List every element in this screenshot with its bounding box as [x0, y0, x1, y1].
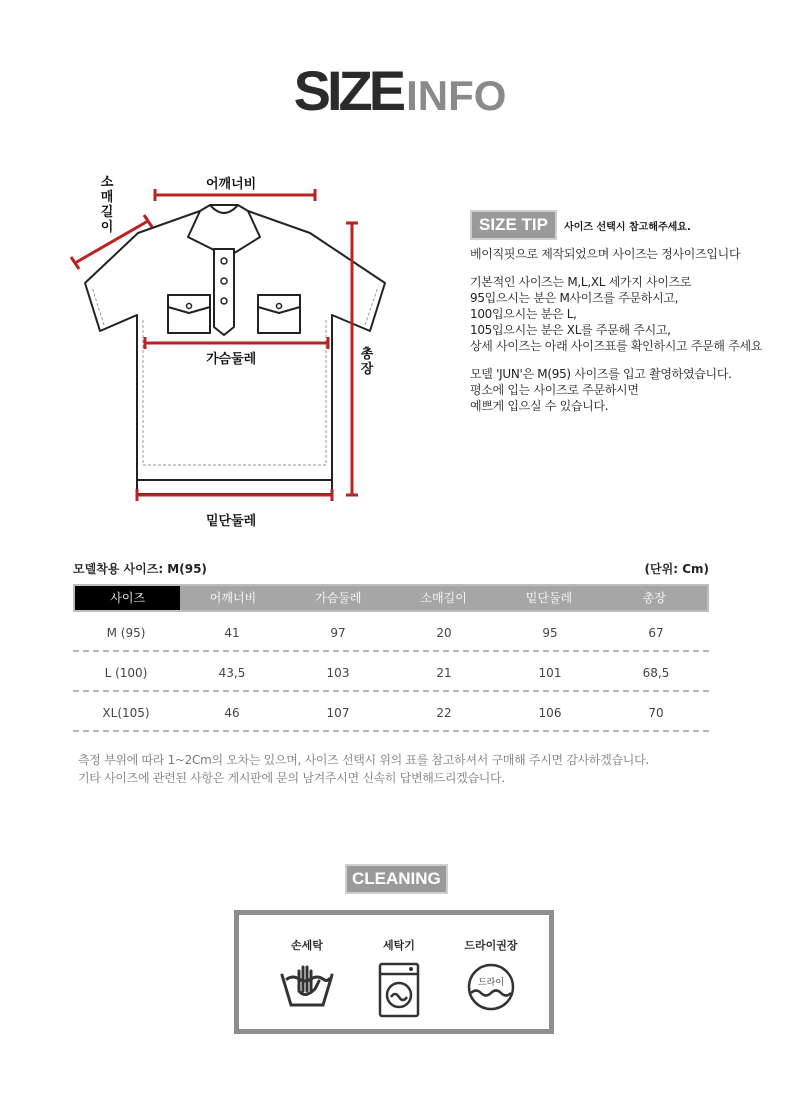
size-tip-subtitle: 사이즈 선택시 참고해주세요.	[564, 222, 691, 233]
table-cell: 106	[538, 706, 562, 720]
size-info-title	[0, 58, 800, 123]
sleeve-char: 길	[100, 205, 114, 220]
shoulder-label: 어깨너비	[206, 177, 257, 192]
tip-line: 기본적인 사이즈는 M,L,XL 세가지 사이즈로	[470, 275, 692, 289]
header-cell: 밑단둘레	[525, 591, 573, 605]
header-cell: 가슴둘레	[315, 591, 362, 605]
table-cell: 20	[436, 626, 452, 640]
sleeve-char: 매	[100, 190, 114, 205]
tip-line: 105입으시는 분은 XL를 주문해 주시고,	[470, 323, 671, 337]
table-caption	[73, 560, 709, 577]
title-info: INFO	[406, 72, 507, 119]
sleeve-char: 이	[100, 220, 114, 235]
size-table	[73, 584, 709, 732]
sleeve-label	[100, 175, 114, 235]
table-cell: 103	[326, 666, 350, 680]
table-cell: 46	[224, 706, 240, 720]
model-size: 모델착용 사이즈: M(95)	[73, 562, 207, 576]
washing-machine-icon	[377, 961, 421, 1019]
size-tip-badge: SIZE TIP	[470, 210, 557, 240]
table-cell: 70	[648, 706, 664, 720]
table-cell: 41	[224, 626, 240, 640]
care-item-hand-wash	[267, 937, 347, 1015]
chest-label: 가슴둘레	[206, 352, 257, 367]
tip-line: 베이직핏으로 제작되었으며 사이즈는 정사이즈입니다	[470, 247, 741, 261]
header-cell: 어깨너비	[209, 591, 257, 605]
hem-label: 밑단둘레	[206, 514, 257, 529]
table-cell: 97	[330, 626, 346, 640]
tip-line: 모델 'JUN'은 M(95) 사이즈를 입고 촬영하였습니다.	[470, 367, 732, 381]
header-cell: 소매길이	[420, 591, 467, 605]
care-label: 드라이권장	[464, 939, 518, 952]
tip-line: 95입으시는 분은 M사이즈를 주문하시고,	[470, 291, 679, 305]
table-cell: L (100)	[104, 666, 148, 680]
table-cell: 67	[648, 626, 664, 640]
tip-line: 상세 사이즈는 아래 사이즈표를 확인하시고 주문해 주세요	[470, 339, 763, 353]
shirt-diagram	[60, 165, 400, 535]
hand-wash-icon	[277, 961, 337, 1011]
length-char: 장	[360, 362, 374, 377]
note-line: 측정 부위에 따라 1~2Cm의 오차는 있으며, 사이즈 선택시 위의 표를 참고하셔서 구매해 주시면 감사하겠습니다.	[78, 753, 649, 767]
table-header	[73, 584, 709, 612]
header-cell: 사이즈	[75, 586, 180, 610]
unit-label: (단위: Cm)	[644, 562, 709, 576]
tip-line: 평소에 입는 사이즈로 주문하시면	[470, 383, 639, 397]
sleeve-char: 소	[100, 175, 114, 190]
dry-clean-mark: 드라이	[477, 978, 505, 988]
table-cell: 68,5	[642, 666, 670, 680]
table-cell: 101	[538, 666, 562, 680]
tip-line: 예쁘게 입으실 수 있습니다.	[470, 399, 609, 413]
table-row	[73, 612, 709, 652]
dry-clean-icon	[465, 961, 517, 1013]
size-notes	[78, 751, 649, 787]
length-char: 총	[360, 347, 374, 362]
table-cell: 107	[326, 706, 350, 720]
length-label	[360, 347, 374, 377]
table-row	[73, 652, 709, 692]
header-cell: 총장	[642, 591, 666, 605]
care-label: 세탁기	[383, 939, 415, 952]
table-cell: M (95)	[106, 626, 146, 640]
table-cell: XL(105)	[102, 706, 150, 720]
title-size: SIZE	[293, 59, 403, 122]
cleaning-box	[234, 910, 554, 1034]
care-item-washing-machine	[359, 937, 439, 1023]
care-item-dry-clean	[451, 937, 531, 1017]
table-cell: 22	[436, 706, 452, 720]
note-line: 기타 사이즈에 관련된 사항은 게시판에 문의 남겨주시면 신속히 답변해드리겠습니다.	[78, 771, 505, 785]
table-cell: 43,5	[218, 666, 246, 680]
cleaning-badge: CLEANING	[345, 864, 448, 894]
size-tip	[470, 210, 790, 414]
tip-line: 100입으시는 분은 L,	[470, 307, 577, 321]
table-row	[73, 692, 709, 732]
table-cell: 95	[542, 626, 558, 640]
table-cell: 21	[436, 666, 452, 680]
care-label: 손세탁	[291, 939, 323, 952]
